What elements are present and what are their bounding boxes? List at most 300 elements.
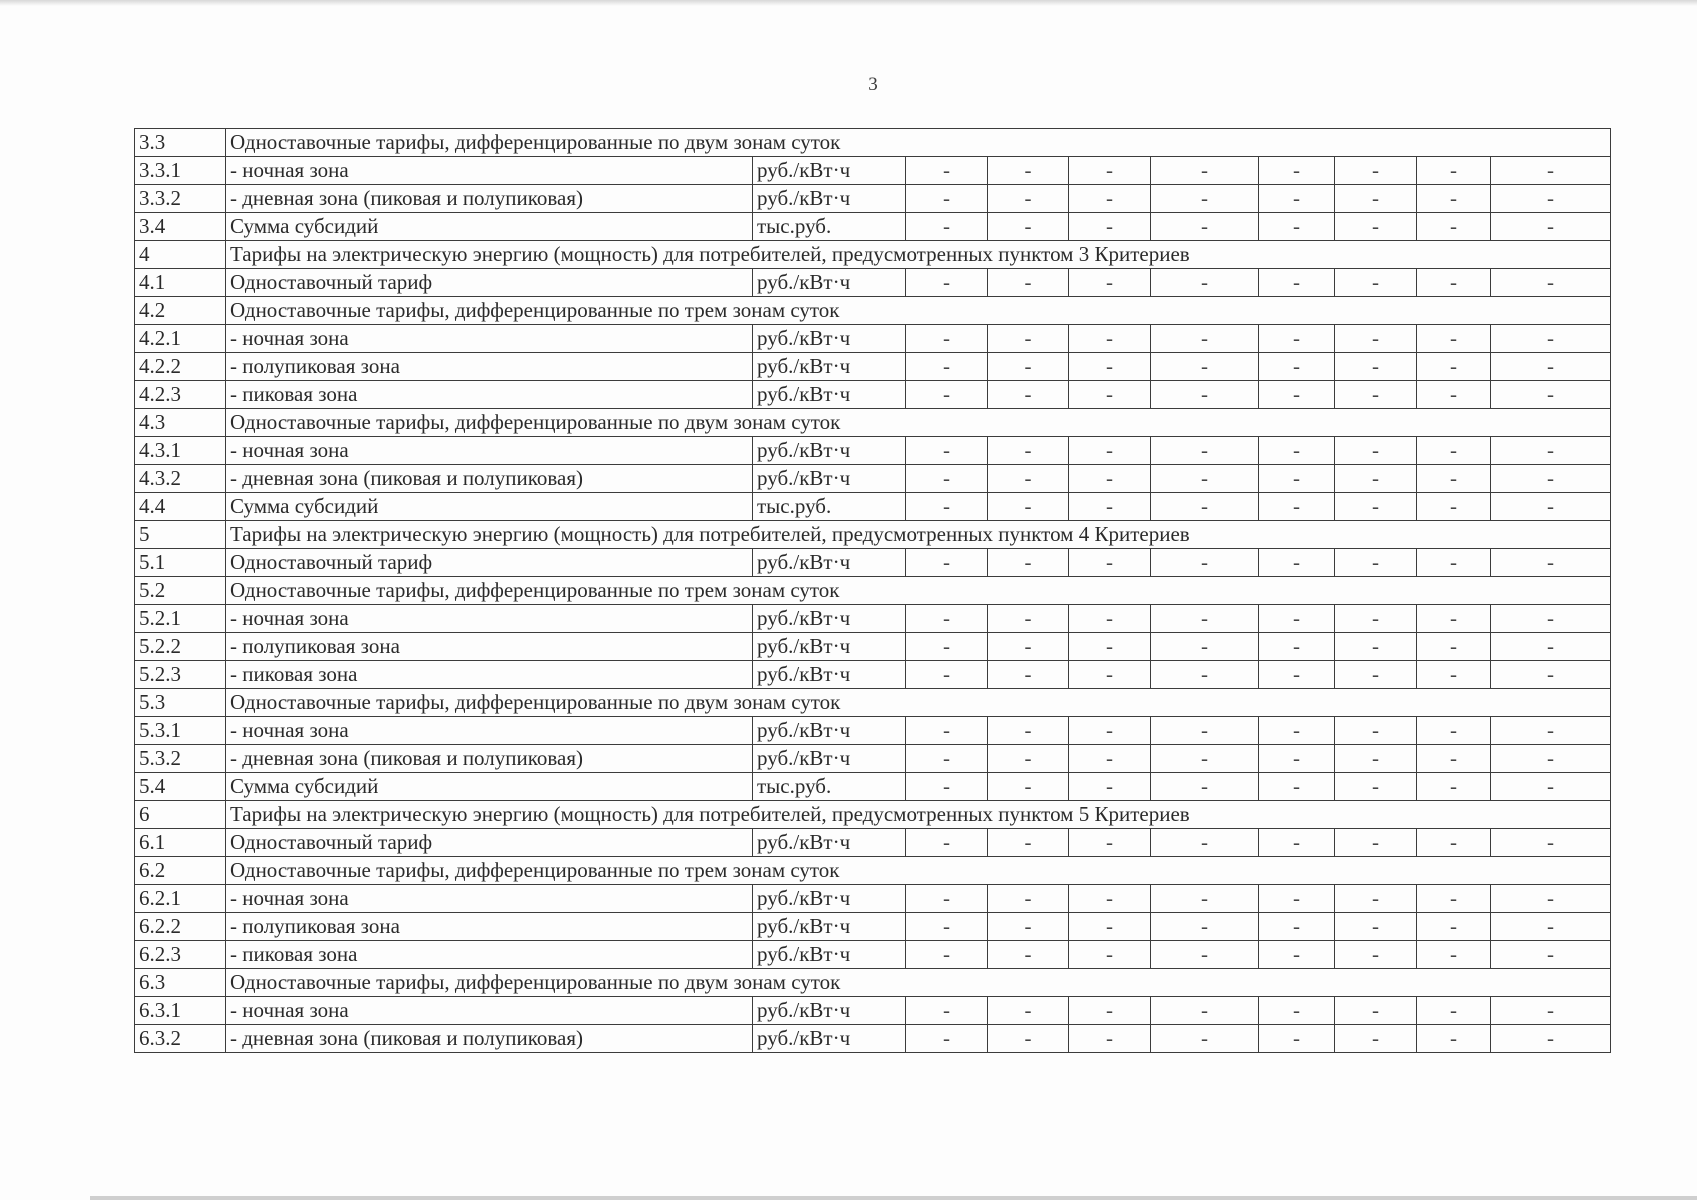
section-title: Тарифы на электрическую энергию (мощность) для потребителей, предусмотренных пунктом 3 Критериев <box>226 241 1611 269</box>
value-cell: - <box>988 745 1069 773</box>
value-cell: - <box>1259 157 1335 185</box>
value-cell: - <box>1069 213 1151 241</box>
value-cell: - <box>988 493 1069 521</box>
value-cell: - <box>1151 885 1259 913</box>
section-row <box>135 129 1611 157</box>
value-cell: - <box>1335 941 1417 969</box>
table-row <box>135 269 1611 297</box>
value-cell: - <box>1259 493 1335 521</box>
table-row <box>135 605 1611 633</box>
value-cell: - <box>1417 633 1491 661</box>
value-cell: - <box>1259 829 1335 857</box>
value-cell: - <box>1491 913 1611 941</box>
value-cell: - <box>1335 997 1417 1025</box>
row-unit: руб./кВт·ч <box>753 913 906 941</box>
value-cell: - <box>906 325 988 353</box>
value-cell: - <box>1491 773 1611 801</box>
row-title: - дневная зона (пиковая и полупиковая) <box>226 745 753 773</box>
value-cell: - <box>1491 829 1611 857</box>
value-cell: - <box>988 633 1069 661</box>
row-title: - пиковая зона <box>226 661 753 689</box>
section-row <box>135 577 1611 605</box>
tariff-table-body <box>135 129 1611 1053</box>
row-title: - ночная зона <box>226 325 753 353</box>
value-cell: - <box>1491 185 1611 213</box>
table-row <box>135 661 1611 689</box>
value-cell: - <box>1417 353 1491 381</box>
value-cell: - <box>988 185 1069 213</box>
value-cell: - <box>1335 213 1417 241</box>
value-cell: - <box>906 381 988 409</box>
value-cell: - <box>1069 997 1151 1025</box>
value-cell: - <box>1417 941 1491 969</box>
table-row <box>135 633 1611 661</box>
row-number: 4.2.3 <box>135 381 226 409</box>
row-title: - ночная зона <box>226 717 753 745</box>
value-cell: - <box>1491 381 1611 409</box>
value-cell: - <box>1491 325 1611 353</box>
value-cell: - <box>1069 549 1151 577</box>
table-row <box>135 717 1611 745</box>
value-cell: - <box>988 773 1069 801</box>
value-cell: - <box>1259 353 1335 381</box>
value-cell: - <box>906 157 988 185</box>
value-cell: - <box>1069 437 1151 465</box>
section-title: Тарифы на электрическую энергию (мощность) для потребителей, предусмотренных пунктом 5 Критериев <box>226 801 1611 829</box>
value-cell: - <box>1417 381 1491 409</box>
table-row <box>135 885 1611 913</box>
row-title: - ночная зона <box>226 437 753 465</box>
value-cell: - <box>1417 1025 1491 1053</box>
value-cell: - <box>1491 269 1611 297</box>
row-number: 5.2.2 <box>135 633 226 661</box>
value-cell: - <box>1417 269 1491 297</box>
value-cell: - <box>1151 745 1259 773</box>
row-title: - пиковая зона <box>226 941 753 969</box>
row-number: 3.3 <box>135 129 226 157</box>
value-cell: - <box>1335 605 1417 633</box>
tariff-table <box>134 128 1611 1053</box>
value-cell: - <box>1069 605 1151 633</box>
table-row <box>135 1025 1611 1053</box>
row-number: 6.2.2 <box>135 913 226 941</box>
row-number: 3.3.1 <box>135 157 226 185</box>
value-cell: - <box>906 997 988 1025</box>
table-row <box>135 493 1611 521</box>
value-cell: - <box>1417 213 1491 241</box>
section-row <box>135 969 1611 997</box>
row-unit: руб./кВт·ч <box>753 157 906 185</box>
value-cell: - <box>1069 1025 1151 1053</box>
value-cell: - <box>1491 1025 1611 1053</box>
row-title: - полупиковая зона <box>226 913 753 941</box>
row-unit: тыс.руб. <box>753 213 906 241</box>
value-cell: - <box>1491 661 1611 689</box>
value-cell: - <box>1335 661 1417 689</box>
value-cell: - <box>906 269 988 297</box>
section-row <box>135 801 1611 829</box>
value-cell: - <box>1151 941 1259 969</box>
table-row <box>135 381 1611 409</box>
scan-bottom-edge <box>90 1196 1697 1200</box>
value-cell: - <box>1151 661 1259 689</box>
value-cell: - <box>1069 773 1151 801</box>
value-cell: - <box>906 213 988 241</box>
row-unit: руб./кВт·ч <box>753 437 906 465</box>
row-unit: руб./кВт·ч <box>753 633 906 661</box>
value-cell: - <box>1259 381 1335 409</box>
value-cell: - <box>1491 549 1611 577</box>
value-cell: - <box>1335 773 1417 801</box>
value-cell: - <box>1417 493 1491 521</box>
value-cell: - <box>1069 325 1151 353</box>
row-number: 4.3.1 <box>135 437 226 465</box>
value-cell: - <box>1335 745 1417 773</box>
value-cell: - <box>988 465 1069 493</box>
value-cell: - <box>1335 1025 1417 1053</box>
value-cell: - <box>1259 213 1335 241</box>
value-cell: - <box>1335 913 1417 941</box>
value-cell: - <box>1069 353 1151 381</box>
table-row <box>135 773 1611 801</box>
section-title: Одноставочные тарифы, дифференцированные по двум зонам суток <box>226 129 1611 157</box>
table-row <box>135 185 1611 213</box>
value-cell: - <box>1151 493 1259 521</box>
value-cell: - <box>1417 913 1491 941</box>
value-cell: - <box>988 717 1069 745</box>
row-title: Сумма субсидий <box>226 213 753 241</box>
value-cell: - <box>1069 493 1151 521</box>
value-cell: - <box>1491 437 1611 465</box>
value-cell: - <box>906 661 988 689</box>
section-title: Тарифы на электрическую энергию (мощность) для потребителей, предусмотренных пунктом 4 Критериев <box>226 521 1611 549</box>
value-cell: - <box>906 773 988 801</box>
row-unit: руб./кВт·ч <box>753 325 906 353</box>
row-number: 4.3 <box>135 409 226 437</box>
value-cell: - <box>1417 829 1491 857</box>
value-cell: - <box>1335 549 1417 577</box>
value-cell: - <box>988 913 1069 941</box>
section-row <box>135 241 1611 269</box>
value-cell: - <box>988 941 1069 969</box>
value-cell: - <box>1491 353 1611 381</box>
table-row <box>135 745 1611 773</box>
row-unit: руб./кВт·ч <box>753 185 906 213</box>
value-cell: - <box>1069 381 1151 409</box>
row-unit: руб./кВт·ч <box>753 885 906 913</box>
value-cell: - <box>1069 185 1151 213</box>
row-title: - полупиковая зона <box>226 633 753 661</box>
value-cell: - <box>906 549 988 577</box>
value-cell: - <box>1417 997 1491 1025</box>
table-row <box>135 465 1611 493</box>
value-cell: - <box>906 913 988 941</box>
row-number: 4.2 <box>135 297 226 325</box>
value-cell: - <box>1069 661 1151 689</box>
value-cell: - <box>1069 633 1151 661</box>
row-number: 3.4 <box>135 213 226 241</box>
section-row <box>135 297 1611 325</box>
value-cell: - <box>1151 157 1259 185</box>
row-title: - ночная зона <box>226 605 753 633</box>
value-cell: - <box>1151 997 1259 1025</box>
value-cell: - <box>1151 381 1259 409</box>
value-cell: - <box>988 157 1069 185</box>
value-cell: - <box>1069 717 1151 745</box>
value-cell: - <box>988 997 1069 1025</box>
value-cell: - <box>1491 157 1611 185</box>
value-cell: - <box>1151 913 1259 941</box>
value-cell: - <box>1491 745 1611 773</box>
row-title: Одноставочный тариф <box>226 269 753 297</box>
value-cell: - <box>1151 633 1259 661</box>
value-cell: - <box>1491 493 1611 521</box>
row-title: - дневная зона (пиковая и полупиковая) <box>226 185 753 213</box>
value-cell: - <box>988 353 1069 381</box>
row-title: Одноставочный тариф <box>226 829 753 857</box>
value-cell: - <box>1417 885 1491 913</box>
row-number: 6.3.1 <box>135 997 226 1025</box>
row-number: 6 <box>135 801 226 829</box>
row-number: 5.1 <box>135 549 226 577</box>
value-cell: - <box>1259 885 1335 913</box>
row-unit: руб./кВт·ч <box>753 549 906 577</box>
value-cell: - <box>1491 997 1611 1025</box>
value-cell: - <box>1069 745 1151 773</box>
value-cell: - <box>1335 185 1417 213</box>
section-title: Одноставочные тарифы, дифференцированные по трем зонам суток <box>226 297 1611 325</box>
row-title: - дневная зона (пиковая и полупиковая) <box>226 1025 753 1053</box>
table-row <box>135 213 1611 241</box>
row-number: 3.3.2 <box>135 185 226 213</box>
table-row <box>135 549 1611 577</box>
value-cell: - <box>906 1025 988 1053</box>
row-unit: руб./кВт·ч <box>753 997 906 1025</box>
value-cell: - <box>1069 269 1151 297</box>
value-cell: - <box>906 885 988 913</box>
table-row <box>135 353 1611 381</box>
value-cell: - <box>1335 493 1417 521</box>
value-cell: - <box>1069 941 1151 969</box>
value-cell: - <box>1417 605 1491 633</box>
row-number: 5.2.1 <box>135 605 226 633</box>
value-cell: - <box>906 941 988 969</box>
section-title: Одноставочные тарифы, дифференцированные по трем зонам суток <box>226 857 1611 885</box>
value-cell: - <box>1491 717 1611 745</box>
table-row <box>135 997 1611 1025</box>
value-cell: - <box>906 437 988 465</box>
table-row <box>135 829 1611 857</box>
value-cell: - <box>1259 773 1335 801</box>
value-cell: - <box>1491 941 1611 969</box>
row-title: - полупиковая зона <box>226 353 753 381</box>
row-number: 6.2 <box>135 857 226 885</box>
value-cell: - <box>1335 381 1417 409</box>
value-cell: - <box>1259 437 1335 465</box>
row-title: - ночная зона <box>226 885 753 913</box>
row-unit: руб./кВт·ч <box>753 353 906 381</box>
row-unit: руб./кВт·ч <box>753 605 906 633</box>
value-cell: - <box>1259 605 1335 633</box>
value-cell: - <box>1335 717 1417 745</box>
row-title: Сумма субсидий <box>226 493 753 521</box>
value-cell: - <box>988 437 1069 465</box>
value-cell: - <box>1335 157 1417 185</box>
value-cell: - <box>906 745 988 773</box>
row-unit: тыс.руб. <box>753 773 906 801</box>
value-cell: - <box>1335 325 1417 353</box>
value-cell: - <box>988 381 1069 409</box>
row-number: 4.4 <box>135 493 226 521</box>
value-cell: - <box>1151 829 1259 857</box>
value-cell: - <box>1069 829 1151 857</box>
value-cell: - <box>1491 213 1611 241</box>
value-cell: - <box>1259 997 1335 1025</box>
row-unit: руб./кВт·ч <box>753 661 906 689</box>
section-title: Одноставочные тарифы, дифференцированные по двум зонам суток <box>226 409 1611 437</box>
row-unit: руб./кВт·ч <box>753 745 906 773</box>
value-cell: - <box>1417 185 1491 213</box>
table-row <box>135 913 1611 941</box>
value-cell: - <box>988 829 1069 857</box>
row-number: 5 <box>135 521 226 549</box>
value-cell: - <box>988 885 1069 913</box>
value-cell: - <box>1259 745 1335 773</box>
value-cell: - <box>1151 717 1259 745</box>
value-cell: - <box>1417 661 1491 689</box>
row-title: - пиковая зона <box>226 381 753 409</box>
value-cell: - <box>1417 157 1491 185</box>
value-cell: - <box>906 717 988 745</box>
value-cell: - <box>988 1025 1069 1053</box>
value-cell: - <box>906 605 988 633</box>
value-cell: - <box>1069 157 1151 185</box>
value-cell: - <box>1151 773 1259 801</box>
value-cell: - <box>1069 885 1151 913</box>
section-row <box>135 857 1611 885</box>
value-cell: - <box>988 661 1069 689</box>
section-row <box>135 521 1611 549</box>
value-cell: - <box>1151 605 1259 633</box>
value-cell: - <box>1259 661 1335 689</box>
row-title: Сумма субсидий <box>226 773 753 801</box>
value-cell: - <box>1417 437 1491 465</box>
row-number: 5.4 <box>135 773 226 801</box>
value-cell: - <box>1417 325 1491 353</box>
section-row <box>135 689 1611 717</box>
row-number: 6.2.3 <box>135 941 226 969</box>
value-cell: - <box>1335 269 1417 297</box>
value-cell: - <box>1335 633 1417 661</box>
value-cell: - <box>1151 213 1259 241</box>
value-cell: - <box>1069 913 1151 941</box>
row-unit: руб./кВт·ч <box>753 1025 906 1053</box>
value-cell: - <box>906 829 988 857</box>
value-cell: - <box>1259 465 1335 493</box>
value-cell: - <box>1069 465 1151 493</box>
value-cell: - <box>1151 185 1259 213</box>
row-unit: руб./кВт·ч <box>753 465 906 493</box>
row-number: 4.1 <box>135 269 226 297</box>
row-title: Одноставочный тариф <box>226 549 753 577</box>
value-cell: - <box>1259 1025 1335 1053</box>
value-cell: - <box>1335 829 1417 857</box>
row-number: 6.1 <box>135 829 226 857</box>
row-title: - ночная зона <box>226 997 753 1025</box>
value-cell: - <box>1151 437 1259 465</box>
value-cell: - <box>1417 465 1491 493</box>
value-cell: - <box>1151 1025 1259 1053</box>
value-cell: - <box>1151 325 1259 353</box>
value-cell: - <box>1335 465 1417 493</box>
row-number: 5.3.2 <box>135 745 226 773</box>
value-cell: - <box>1491 605 1611 633</box>
row-number: 4 <box>135 241 226 269</box>
value-cell: - <box>906 185 988 213</box>
value-cell: - <box>1151 465 1259 493</box>
scan-top-edge <box>0 0 1697 6</box>
table-row <box>135 941 1611 969</box>
row-number: 5.2 <box>135 577 226 605</box>
row-number: 5.2.3 <box>135 661 226 689</box>
value-cell: - <box>1259 913 1335 941</box>
section-title: Одноставочные тарифы, дифференцированные по двум зонам суток <box>226 969 1611 997</box>
section-title: Одноставочные тарифы, дифференцированные по трем зонам суток <box>226 577 1611 605</box>
value-cell: - <box>1259 325 1335 353</box>
value-cell: - <box>1417 745 1491 773</box>
value-cell: - <box>1259 269 1335 297</box>
table-row <box>135 157 1611 185</box>
value-cell: - <box>1491 465 1611 493</box>
value-cell: - <box>1335 353 1417 381</box>
value-cell: - <box>906 493 988 521</box>
value-cell: - <box>988 325 1069 353</box>
value-cell: - <box>1259 941 1335 969</box>
row-number: 4.2.2 <box>135 353 226 381</box>
row-number: 4.3.2 <box>135 465 226 493</box>
section-title: Одноставочные тарифы, дифференцированные по двум зонам суток <box>226 689 1611 717</box>
value-cell: - <box>906 465 988 493</box>
row-title: - ночная зона <box>226 157 753 185</box>
value-cell: - <box>1491 633 1611 661</box>
value-cell: - <box>1417 549 1491 577</box>
value-cell: - <box>1259 185 1335 213</box>
row-number: 6.3.2 <box>135 1025 226 1053</box>
value-cell: - <box>1259 549 1335 577</box>
section-row <box>135 409 1611 437</box>
value-cell: - <box>1259 717 1335 745</box>
table-row <box>135 437 1611 465</box>
value-cell: - <box>1417 717 1491 745</box>
row-unit: руб./кВт·ч <box>753 381 906 409</box>
value-cell: - <box>1417 773 1491 801</box>
row-unit: руб./кВт·ч <box>753 717 906 745</box>
value-cell: - <box>1151 353 1259 381</box>
row-title: - дневная зона (пиковая и полупиковая) <box>226 465 753 493</box>
row-unit: руб./кВт·ч <box>753 269 906 297</box>
value-cell: - <box>988 269 1069 297</box>
value-cell: - <box>1259 633 1335 661</box>
row-number: 5.3.1 <box>135 717 226 745</box>
row-unit: руб./кВт·ч <box>753 941 906 969</box>
row-unit: тыс.руб. <box>753 493 906 521</box>
value-cell: - <box>906 633 988 661</box>
value-cell: - <box>906 353 988 381</box>
value-cell: - <box>988 213 1069 241</box>
row-unit: руб./кВт·ч <box>753 829 906 857</box>
table-row <box>135 325 1611 353</box>
row-number: 6.2.1 <box>135 885 226 913</box>
